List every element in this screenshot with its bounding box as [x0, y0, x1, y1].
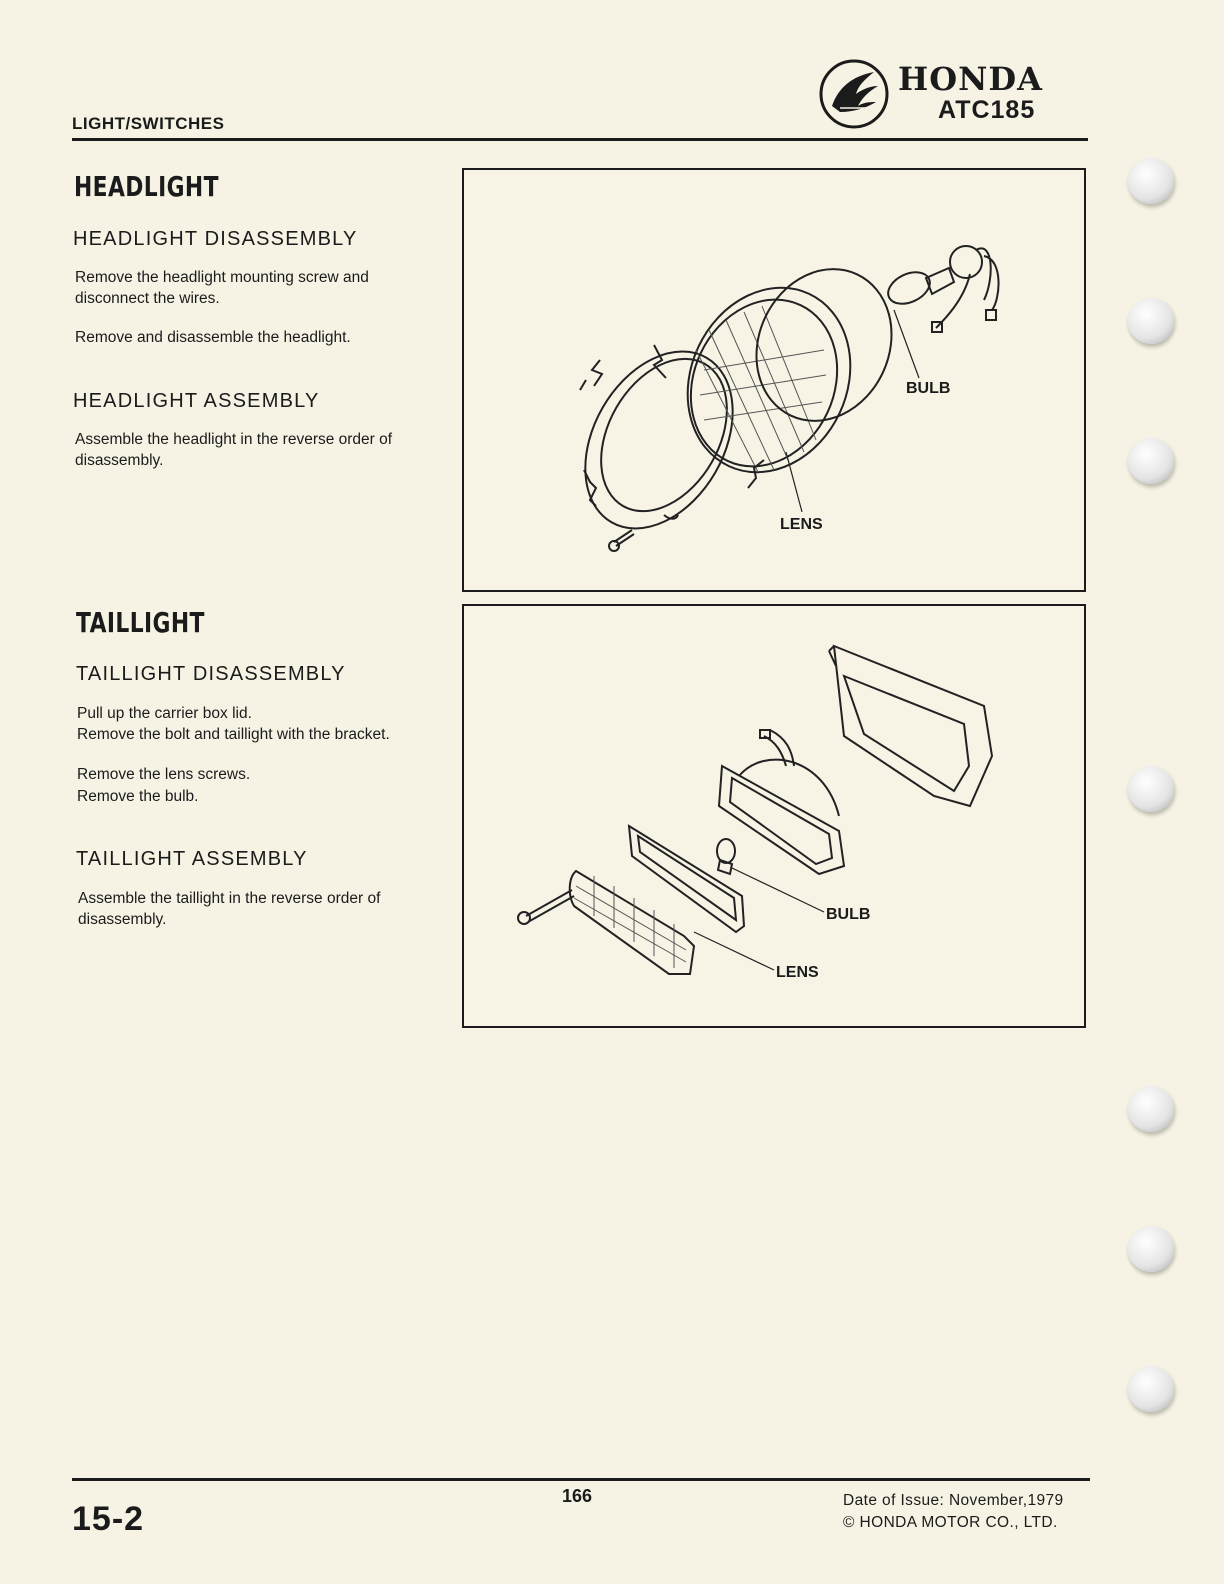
sequence-number: 166: [562, 1486, 593, 1506]
taillight-disassembly-step-4: Remove the bulb.: [77, 788, 199, 805]
binder-hole: [1128, 158, 1174, 204]
binder-hole: [1128, 438, 1174, 484]
taillight-disassembly-heading: TAILLIGHT DISASSEMBLY: [76, 663, 346, 685]
taillight-disassembly-step-2: Remove the bolt and taillight with the bracket.: [77, 726, 390, 743]
headlight-lens-label: LENS: [780, 516, 823, 533]
taillight-figure: [462, 604, 1086, 1028]
header-rule: [72, 138, 1088, 141]
headlight-bulb-label: BULB: [906, 380, 951, 397]
binder-hole: [1128, 1366, 1174, 1412]
taillight-title: TAILLIGHT: [76, 606, 205, 639]
taillight-disassembly-step-1: Pull up the carrier box lid.: [77, 705, 252, 722]
taillight-lens-label: LENS: [776, 964, 819, 981]
taillight-exploded-diagram: [464, 606, 1084, 1026]
headlight-disassembly-text-1: Remove the headlight mounting screw and disconnect the wires.: [75, 269, 369, 307]
taillight-assembly-heading: TAILLIGHT ASSEMBLY: [76, 848, 308, 870]
headlight-disassembly-text-2: Remove and disassemble the headlight.: [75, 329, 351, 346]
date-of-issue: Date of Issue: November,1979: [843, 1492, 1064, 1509]
binder-hole: [1128, 298, 1174, 344]
headlight-exploded-diagram: [464, 170, 1084, 590]
binder-hole: [1128, 766, 1174, 812]
copyright: © HONDA MOTOR CO., LTD.: [843, 1514, 1058, 1531]
page-number: 15-2: [72, 1500, 145, 1538]
brand-name: HONDA: [898, 60, 1043, 98]
binder-hole: [1128, 1086, 1174, 1132]
model-name: ATC185: [938, 96, 1036, 124]
taillight-bulb-label: BULB: [826, 906, 871, 923]
headlight-title: HEADLIGHT: [74, 170, 219, 203]
taillight-disassembly-step-3: Remove the lens screws.: [77, 766, 251, 783]
headlight-figure: [462, 168, 1086, 592]
section-label: LIGHT/SWITCHES: [72, 114, 225, 133]
headlight-assembly-heading: HEADLIGHT ASSEMBLY: [73, 390, 320, 412]
taillight-assembly-text: Assemble the taillight in the reverse order of disassembly.: [78, 890, 381, 928]
headlight-assembly-text: Assemble the headlight in the reverse order of disassembly.: [75, 431, 393, 469]
binder-hole: [1128, 1226, 1174, 1272]
honda-wing-logo: [818, 58, 890, 130]
footer-rule: [72, 1478, 1090, 1481]
headlight-disassembly-heading: HEADLIGHT DISASSEMBLY: [73, 228, 358, 250]
